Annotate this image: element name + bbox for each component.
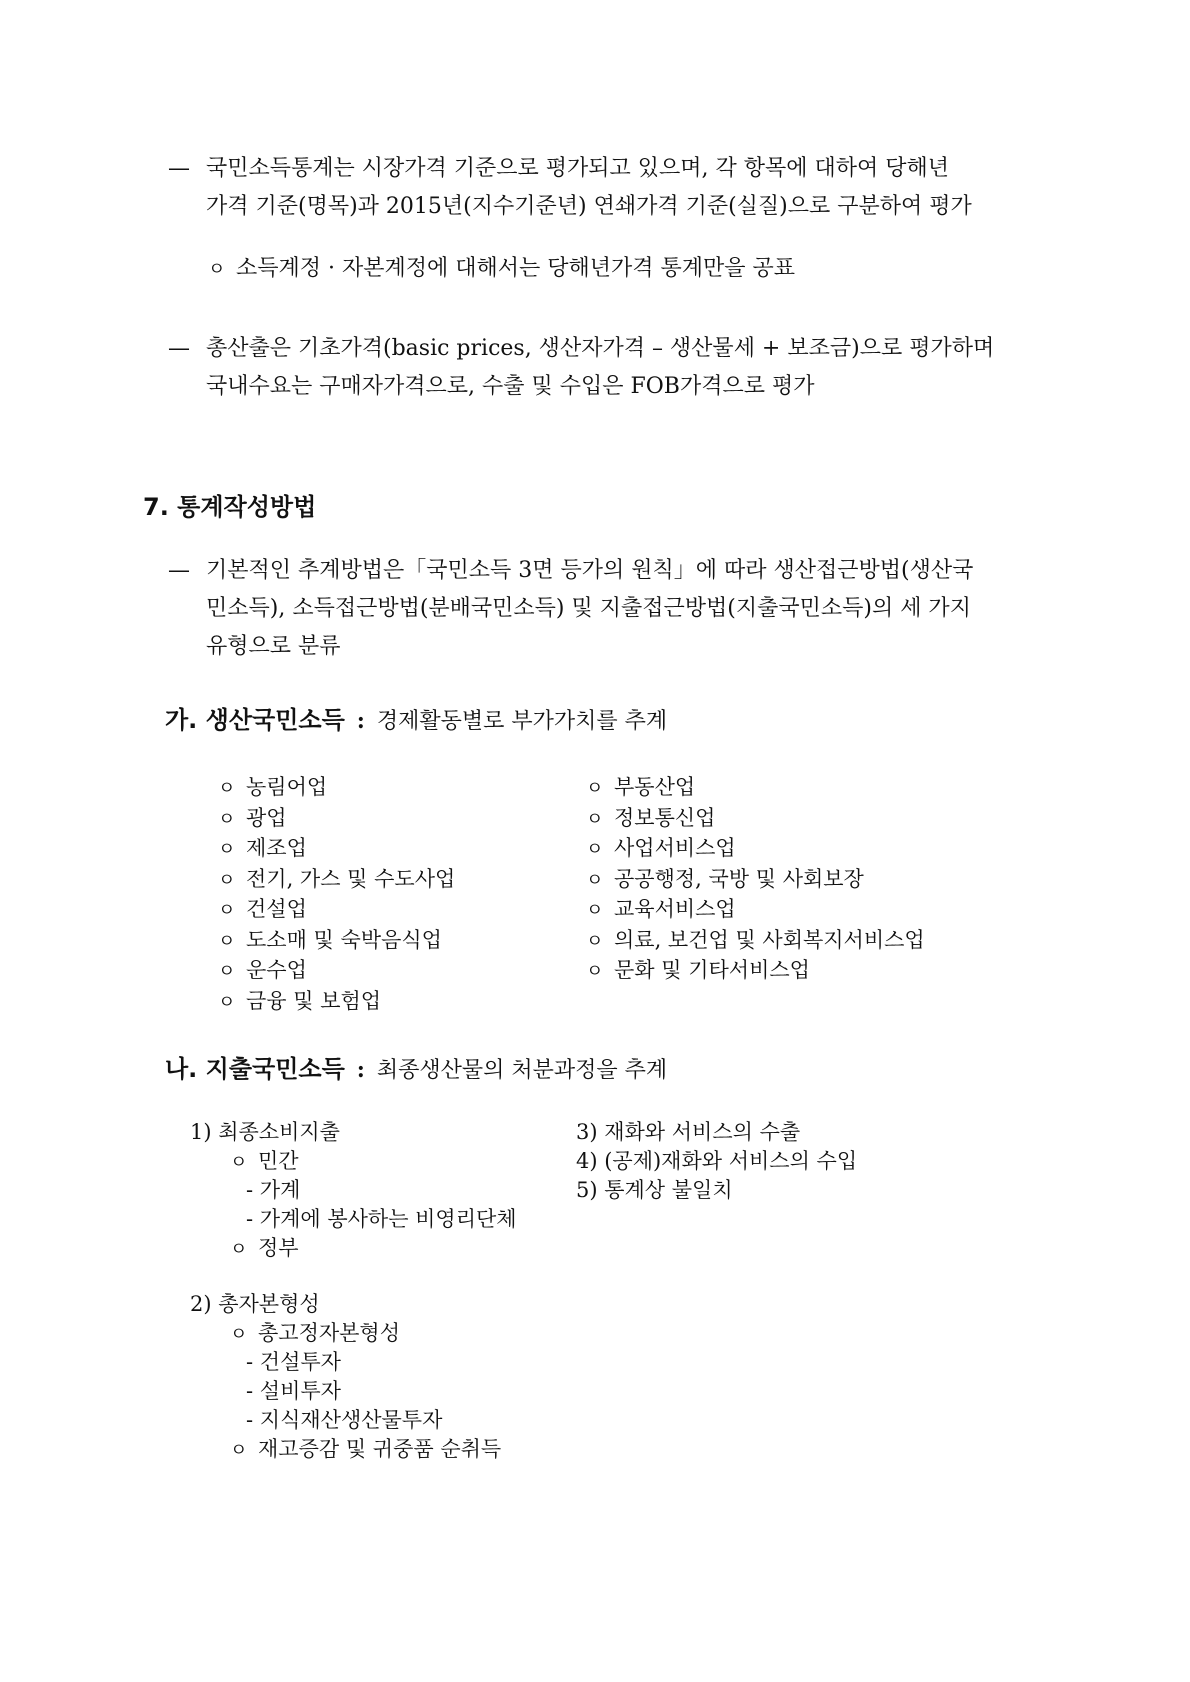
em-dash-marker: — <box>168 558 190 583</box>
expenditure-detail: - 가계에 봉사하는 비영리단체 <box>246 1207 517 1231</box>
section-heading: 7. 통계작성방법 <box>143 493 317 521</box>
sub-bullet-text: 소득계정 · 자본계정에 대해서는 당해년가격 통계만을 공표 <box>236 256 796 281</box>
paragraph-line: 총산출은 기초가격(basic prices, 생산자가격 – 생산물세 + 보조금)으로 평가하며 <box>206 336 995 361</box>
circle-bullet-icon: ㅇ <box>218 930 236 952</box>
expenditure-item-exports: 3) 재화와 서비스의 수출 <box>576 1120 801 1144</box>
paragraph-text <box>206 552 1086 666</box>
circle-bullet-icon: ㅇ <box>586 900 604 921</box>
dash-marker: - <box>246 1379 254 1403</box>
list-item: ㅇ 도소매 및 숙박음식업 <box>218 926 455 957</box>
list-item: ㅇ 광업 <box>218 804 455 835</box>
circle-bullet-icon: ㅇ <box>586 808 604 830</box>
em-dash-marker: — <box>168 156 190 181</box>
expenditure-item-imports: 4) (공제)재화와 서비스의 수입 <box>576 1149 858 1173</box>
circle-bullet-icon: ㅇ <box>230 1440 248 1461</box>
expenditure-item-capital: 2) 총자본형성 <box>190 1292 320 1316</box>
circle-bullet-icon: ㅇ <box>586 961 604 982</box>
subsection-label: 가. 생산국민소득 <box>165 706 345 734</box>
circle-bullet-icon: ㅇ <box>218 869 236 891</box>
list-item: ㅇ 전기, 가스 및 수도사업 <box>218 865 455 896</box>
dash-marker: - <box>246 1350 254 1374</box>
subsection-description: 경제활동별로 부가가치를 추계 <box>376 709 668 734</box>
list-item: ㅇ 교육서비스업 <box>586 895 925 926</box>
subsection-label: 나. 지출국민소득 <box>165 1055 345 1083</box>
paragraph-estimation-method <box>168 552 1088 672</box>
industry-list-left <box>218 773 455 1017</box>
em-dash-marker: — <box>168 336 190 361</box>
list-item: ㅇ 부동산업 <box>586 773 925 804</box>
sub-bullet-income-account <box>208 250 795 289</box>
expenditure-subitem: ㅇ 정부 <box>230 1234 299 1264</box>
subsection-colon: : <box>356 708 365 734</box>
dash-marker: - <box>246 1207 254 1231</box>
paragraph-line: 민소득), 소득접근방법(분배국민소득) 및 지출접근방법(지출국민소득)의 세 가지 <box>206 596 971 621</box>
list-item: ㅇ 금융 및 보험업 <box>218 987 455 1018</box>
list-item: ㅇ 운수업 <box>218 956 455 987</box>
subsection-colon: : <box>356 1057 365 1083</box>
circle-bullet-icon: ㅇ <box>230 1324 248 1345</box>
paragraph-line: 국민소득통계는 시장가격 기준으로 평가되고 있으며, 각 항목에 대하여 당해년 <box>206 156 950 181</box>
circle-bullet-icon: ㅇ <box>586 930 604 952</box>
circle-bullet-icon: ㅇ <box>218 900 236 921</box>
subsection-production-income <box>165 701 667 741</box>
paragraph-line: 가격 기준(명목)과 2015년(지수기준년) 연쇄가격 기준(실질)으로 구분하여 평가 <box>206 194 972 219</box>
circle-bullet-icon: ㅇ <box>230 1239 248 1260</box>
circle-bullet-icon: ㅇ <box>218 991 236 1013</box>
list-item: ㅇ 문화 및 기타서비스업 <box>586 956 925 987</box>
paragraph-text <box>206 330 1086 406</box>
paragraph-gross-output <box>168 330 1088 410</box>
paragraph-text <box>206 150 1086 226</box>
paragraph-line: 국내수요는 구매자가격으로, 수출 및 수입은 FOB가격으로 평가 <box>206 374 815 399</box>
dash-marker: - <box>246 1178 254 1202</box>
circle-bullet-icon: ㅇ <box>218 961 236 982</box>
circle-bullet-icon: ㅇ <box>218 839 236 860</box>
list-item: ㅇ 제조업 <box>218 834 455 865</box>
circle-bullet-icon: ㅇ <box>218 778 236 799</box>
subsection-description: 최종생산물의 처분과정을 추계 <box>376 1058 668 1083</box>
list-item: ㅇ 정보통신업 <box>586 804 925 835</box>
dash-marker: - <box>246 1408 254 1432</box>
circle-bullet-icon: ㅇ <box>586 869 604 891</box>
list-item: ㅇ 공공행정, 국방 및 사회보장 <box>586 865 925 896</box>
subsection-expenditure-income <box>165 1050 667 1090</box>
expenditure-subitem: ㅇ 민간 <box>230 1147 299 1177</box>
expenditure-detail: - 지식재산생산물투자 <box>246 1408 443 1432</box>
expenditure-item-consumption: 1) 최종소비지출 <box>190 1120 340 1144</box>
paragraph-line: 기본적인 추계방법은「국민소득 3면 등가의 원칙」에 따라 생산접근방법(생산국 <box>206 558 974 583</box>
expenditure-detail: - 건설투자 <box>246 1350 341 1374</box>
circle-bullet-icon: ㅇ <box>208 259 226 280</box>
expenditure-subitem: ㅇ 재고증감 및 귀중품 순취득 <box>230 1435 501 1465</box>
list-item: ㅇ 의료, 보건업 및 사회복지서비스업 <box>586 926 925 957</box>
list-item: ㅇ 건설업 <box>218 895 455 926</box>
industry-list-right <box>586 773 925 987</box>
expenditure-item-discrepancy: 5) 통계상 불일치 <box>576 1178 733 1202</box>
circle-bullet-icon: ㅇ <box>586 778 604 799</box>
expenditure-subitem: ㅇ 총고정자본형성 <box>230 1319 400 1349</box>
list-item: ㅇ 사업서비스업 <box>586 834 925 865</box>
circle-bullet-icon: ㅇ <box>586 839 604 860</box>
circle-bullet-icon: ㅇ <box>230 1152 248 1173</box>
expenditure-detail: - 가계 <box>246 1178 301 1202</box>
paragraph-line: 유형으로 분류 <box>206 634 341 659</box>
list-item: ㅇ 농림어업 <box>218 773 455 804</box>
circle-bullet-icon: ㅇ <box>218 808 236 830</box>
paragraph-price-basis <box>168 150 1088 230</box>
expenditure-detail: - 설비투자 <box>246 1379 341 1403</box>
